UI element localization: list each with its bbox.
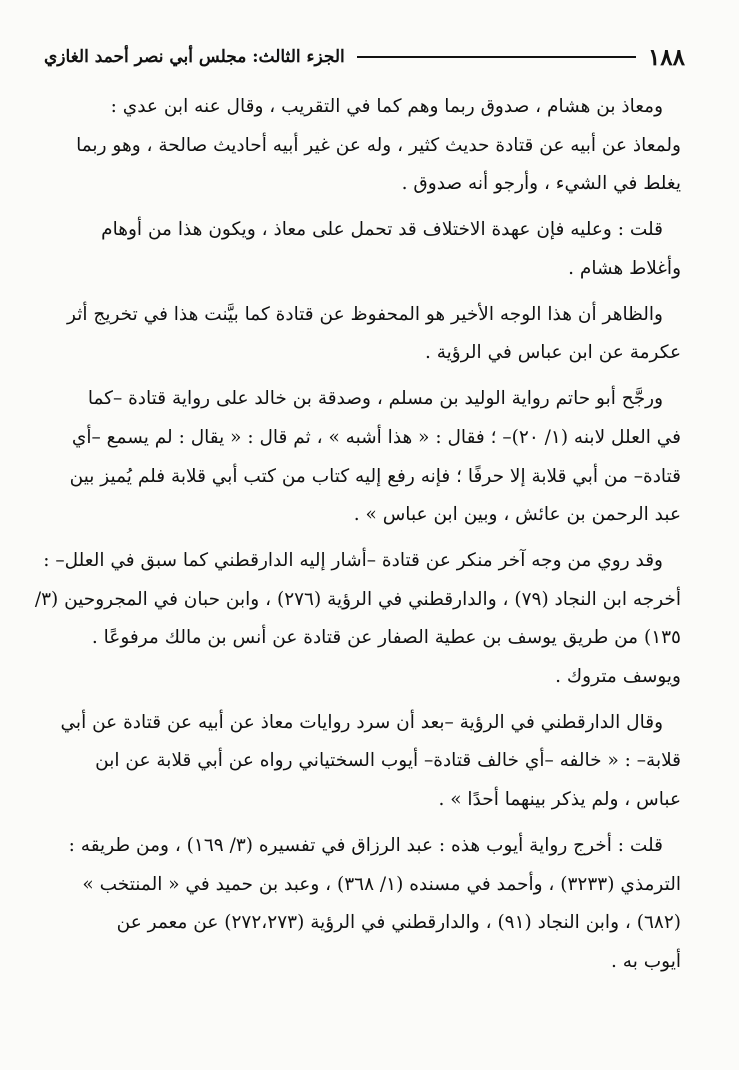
text-line: ١٣٥) من طريق يوسف بن عطية الصفار عن قتادة عن أنس بن مالك مرفوعًا . [91,627,681,649]
text-line: عبد الرحمن بن عائش ، وبين ابن عباس » . [353,504,681,526]
text-line: ويوسف متروك . [555,665,681,687]
paragraph [40,827,681,981]
paragraph [34,542,681,696]
text-line: قلابة– : « خالفه –أي خالف قتادة– أيوب السختياني رواه عن أبي قلابة عن ابن [95,750,681,772]
text-line: عباس ، ولم يذكر بينهما أحدًا » . [438,789,681,811]
text-line: (٦٨٢) ، وابن النجاد (٩١) ، والدارقطني في الرؤية (٢٧٢،٢٧٣) عن معمر عن [116,912,681,934]
paragraph [40,704,681,820]
paragraph [40,88,681,204]
paragraph [40,211,681,288]
text-line: أخرجه ابن النجاد (٧٩) ، والدارقطني في الرؤية (٢٧٦) ، وابن حبان في المجروحين (٣/ [34,588,681,610]
text-line: يغلط في الشيء ، وأرجو أنه صدوق . [401,173,681,195]
text-line: الترمذي (٣٢٣٣) ، وأحمد في مسنده (١/ ٣٦٨) ، وعبد بن حميد في « المنتخب » [82,873,681,895]
text-line: قتادة– من أبي قلابة إلا حرفًا ؛ فإنه رفع إليه كتاب من كتب أبي قلابة فلم يُميز بين [69,465,681,487]
text-line: في العلل لابنه (١/ ٢٠)– ؛ فقال : « هذا أشبه » ، ثم قال : « يقال : لم يسمع –أي [71,426,681,448]
text-line: قلت : أخرج رواية أيوب هذه : عبد الرزاق في تفسيره (٣/ ١٦٩) ، ومن طريقه : [68,835,663,857]
page-header [44,40,685,74]
page-number: ١٨٨ [647,43,685,71]
text-line: وقد روي من وجه آخر منكر عن قتادة –أشار إليه الدارقطني كما سبق في العلل– : [43,550,663,572]
text-line: عكرمة عن ابن عباس في الرؤية . [424,342,681,364]
text-line: وأغلاط هشام . [568,257,681,279]
paragraph [40,380,681,534]
header-rule [357,56,636,58]
paragraph [40,296,681,373]
text-line: وقال الدارقطني في الرؤية –بعد أن سرد روايات معاذ عن أبيه عن قتادة عن أبي [60,711,663,733]
running-title: الجزء الثالث: مجلس أبي نصر أحمد الغازي [44,47,345,67]
page-body [34,88,681,989]
text-line: والظاهر أن هذا الوجه الأخير هو المحفوظ عن قتادة كما بيَّنت هذا في تخريج أثر [67,303,663,325]
text-line: قلت : وعليه فإن عهدة الاختلاف قد تحمل على معاذ ، ويكون هذا من أوهام [101,219,663,241]
text-line: ومعاذ بن هشام ، صدوق ربما وهم كما في التقريب ، وقال عنه ابن عدي : [110,96,663,117]
text-line: ولمعاذ عن أبيه عن قتادة حديث كثير ، وله عن غير أبيه أحاديث صالحة ، وهو ربما [76,134,681,156]
text-line: ورجَّح أبو حاتم رواية الوليد بن مسلم ، وصدقة بن خالد على رواية قتادة –كما [87,388,663,410]
text-line: أيوب به . [611,950,681,972]
